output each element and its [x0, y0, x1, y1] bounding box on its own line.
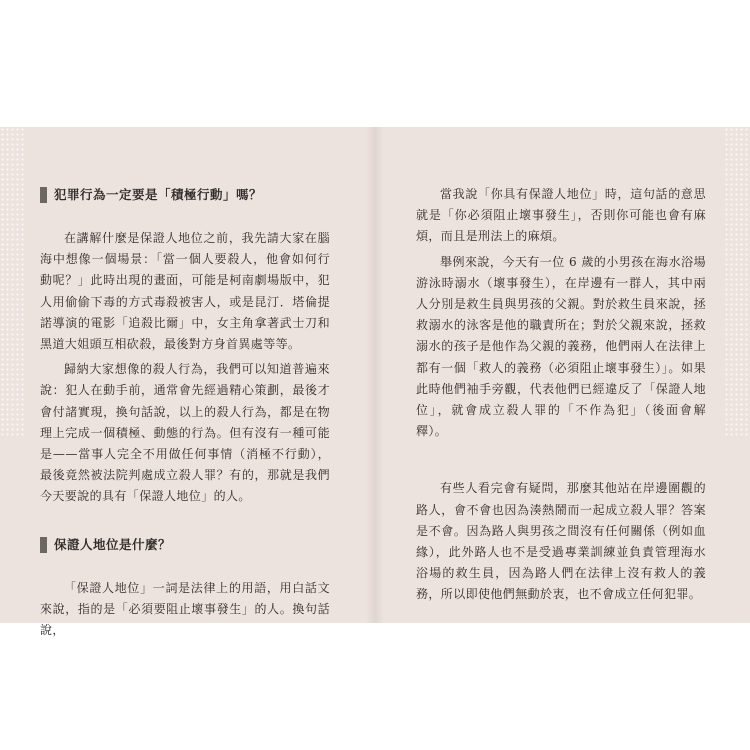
paragraph: 歸納大家想像的殺人行為，我們可以知道普遍來說：犯人在動手前，通常會先經過精心策劃，最後才會付諸實現，換句話說，以上的殺人行為，都是在物理上完成一個積極、動態的行為。但有沒有一種可能是——當事人完全不用做任何事情（消極不行動），最後竟然被法院判處成立殺人罪？有的，那就是我們今天要說的具有「保證人地位」的人。: [40, 362, 330, 504]
section-heading-2: [40, 534, 330, 556]
heading-marker-icon: [40, 537, 47, 553]
paragraph: 在講解什麼是保證人地位之前，我先請大家在腦海中想像一個場景：「當一個人要殺人，他會如何行動呢？」此時出現的畫面，可能是柯南劇場版中，犯人用偷偷下毒的方式毒殺被害人，或是昆汀．塔倫提諾導演的電影「追殺比爾」中，女主角拿著武士刀和黑道大姐頭互相砍殺，最後對方身首異處等等。: [40, 231, 330, 352]
section-heading-text: 保證人地位是什麼？: [54, 537, 172, 553]
section-heading-text: 犯罪行為一定要是「積極行動」嗎？: [54, 187, 263, 203]
section-heading-1: [40, 184, 330, 206]
right-dot-pattern: [724, 127, 750, 437]
right-page: [416, 184, 706, 606]
paragraph: 當我說「你具有保證人地位」時，這句話的意思就是「你必須阻止壞事發生」，否則你可能也會有麻煩，而且是刑法上的麻煩。: [416, 187, 706, 244]
paragraph: 舉例來說，今天有一位 6 歲的小男孩在海水浴場游泳時溺水（壞事發生），在岸邊有一群人，其中兩人分別是救生員與男孩的父親。對於救生員來說，拯救溺水的泳客是他的職責所在；對於父親來說，拯救溺水的孩子是他作為父親的義務，他們兩人在法律上都有一個「救人的義務（必須阻止壞事發生）」。如果此時他們袖手旁觀，代表他們已經違反了「保證人地位」，就會成立殺人罪的「不作為犯」（後面會解釋）。: [416, 254, 706, 439]
paragraph: 「保證人地位」一詞是法律上的用語，用白話文來說，指的是「必須要阻止壞事發生」的人。換句話說，: [40, 580, 330, 638]
heading-marker-icon: [40, 187, 47, 203]
book-spread: [0, 127, 750, 638]
book-gutter: [366, 127, 384, 623]
paragraph: 有些人看完會有疑問，那麼其他站在岸邊圍觀的路人，會不會也因為湊熱鬧而一起成立殺人罪？答案是不會。因為路人與男孩之間沒有任何關係（例如血緣），此外路人也不是受過專業訓練並負責管理海水浴場的救生員，因為路人們在法律上沒有救人的義務，所以即使他們無動於衷，也不會成立任何犯罪。: [416, 481, 706, 602]
left-page: [40, 184, 330, 641]
left-dot-pattern: [0, 127, 26, 437]
